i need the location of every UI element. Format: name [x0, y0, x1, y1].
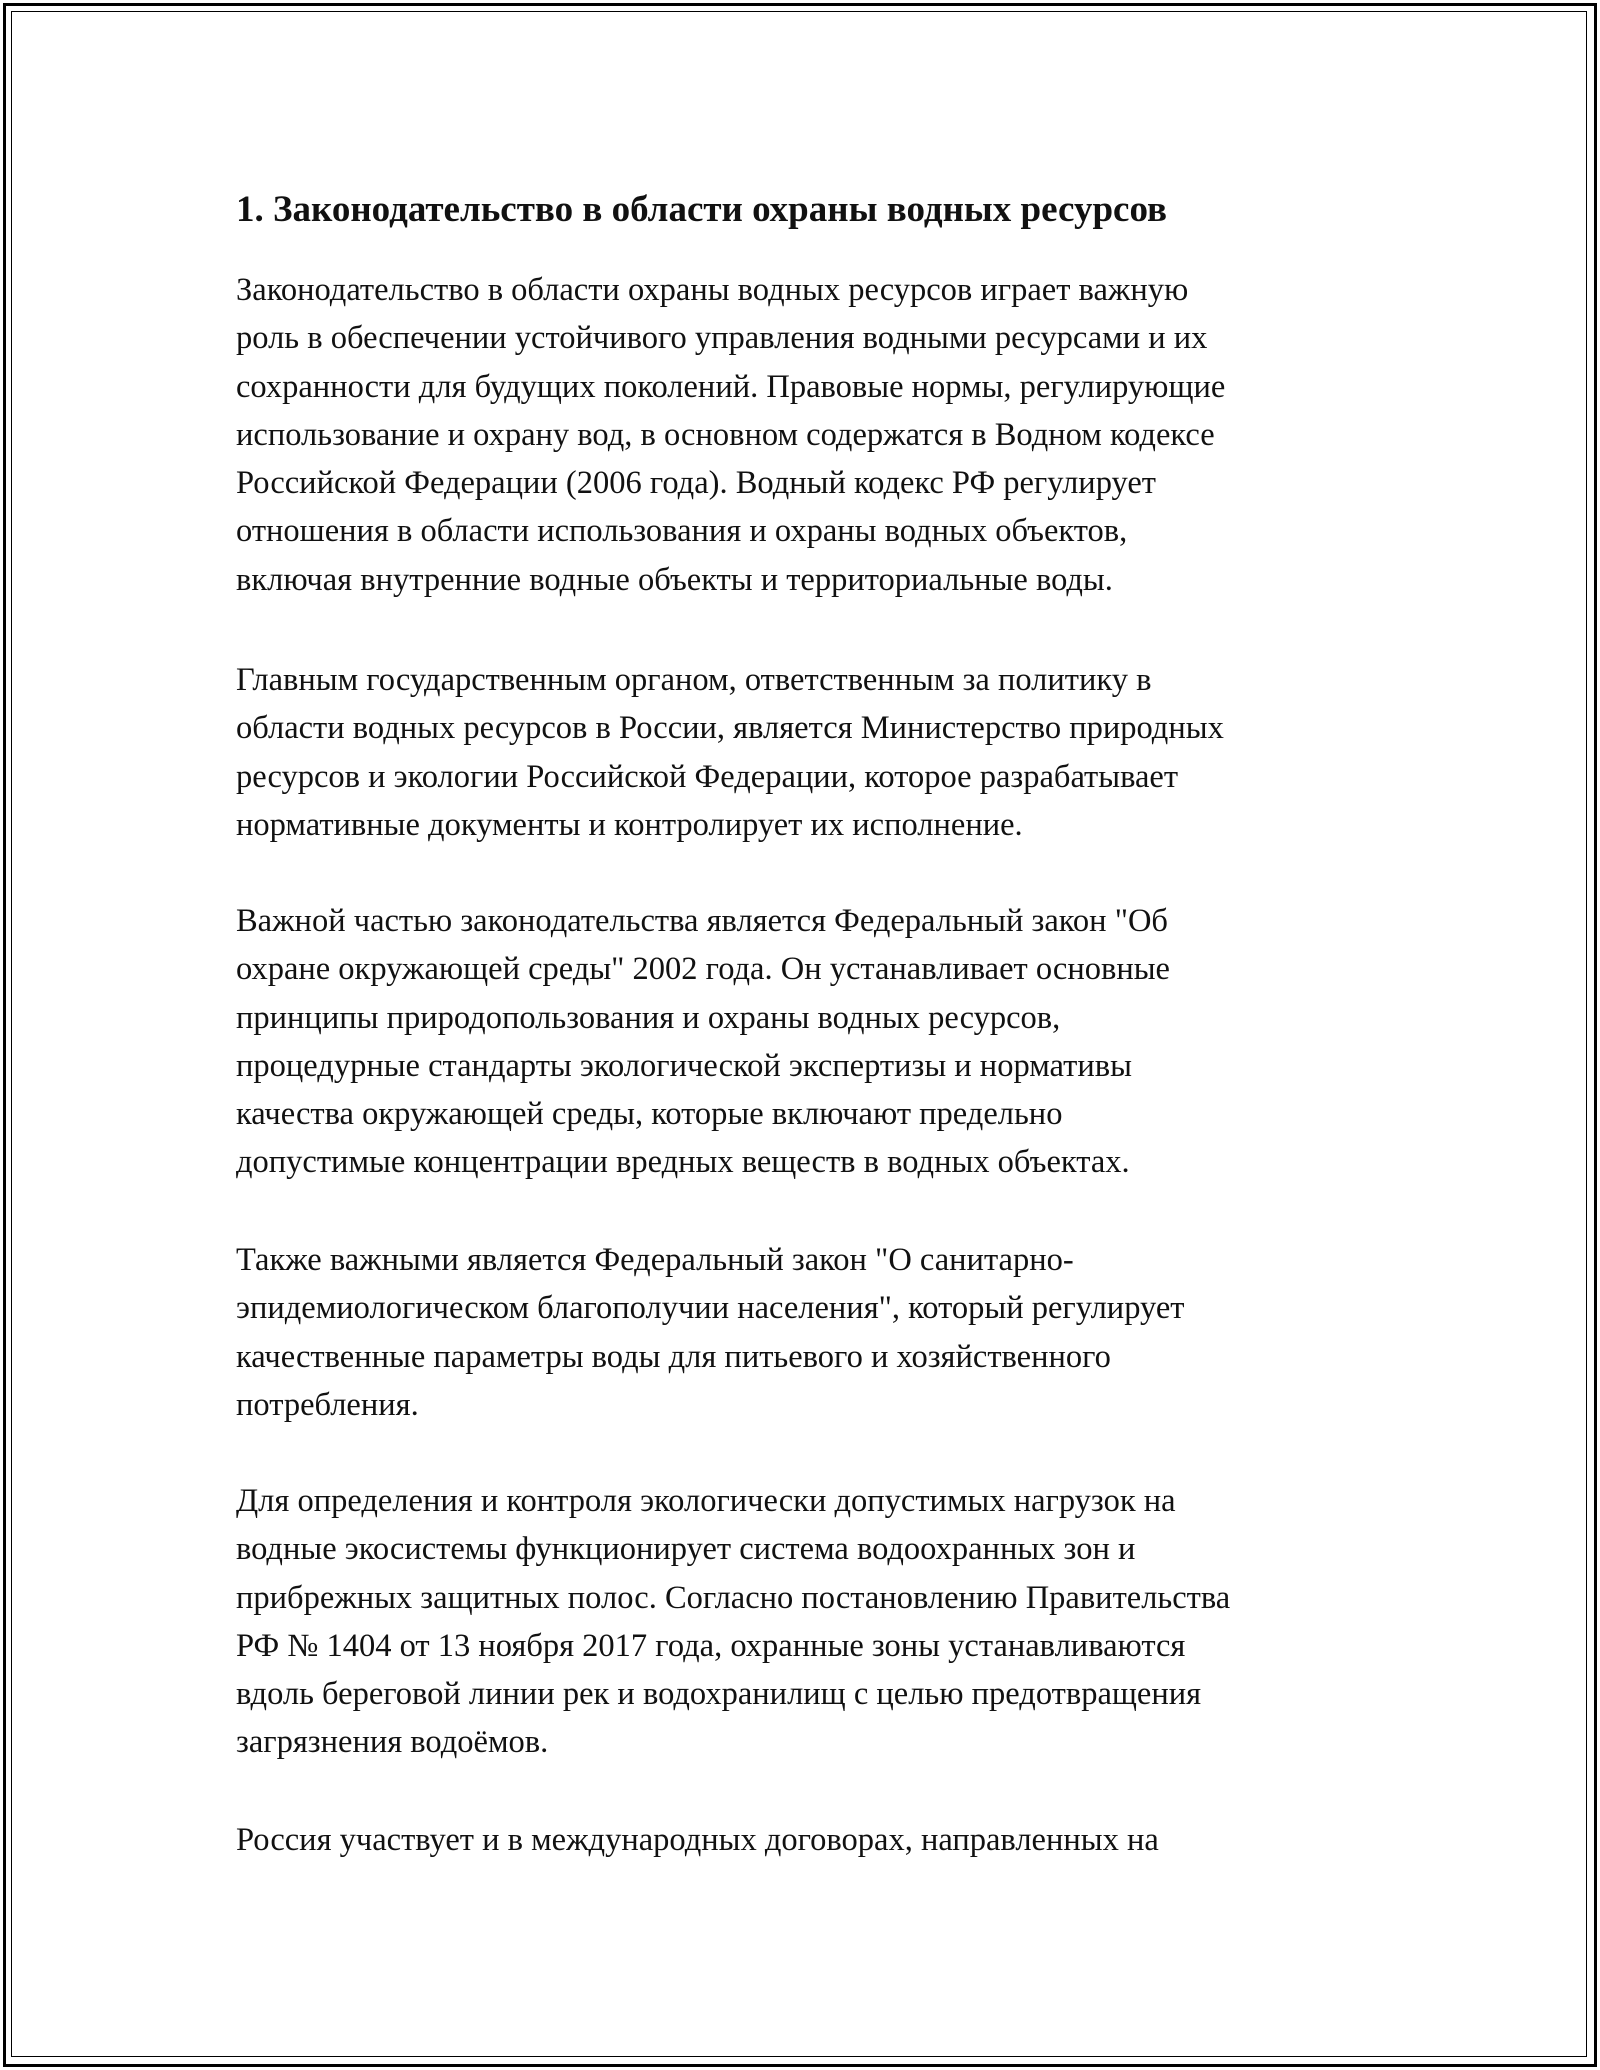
text-line: вдоль береговой линии рек и водохранилищ с целью предотвращения [236, 1676, 1202, 1713]
text-line: сохранности для будущих поколений. Правовые нормы, регулирующие [236, 368, 1226, 405]
text-line: качественные параметры воды для питьевого и хозяйственного [236, 1338, 1111, 1375]
text-line: охране окружающей среды" 2002 года. Он устанавливает основные [236, 951, 1170, 988]
text-line: Россия участвует и в международных договорах, направленных на [236, 1822, 1159, 1858]
text-line: области водных ресурсов в России, является Министерство природных [236, 710, 1224, 747]
text-line: Для определения и контроля экологически допустимых нагрузок на [236, 1483, 1176, 1519]
text-line: качества окружающей среды, которые включают предельно [236, 1096, 1063, 1133]
section-heading: 1. Законодательство в области охраны водных ресурсов [236, 189, 1167, 230]
text-line: Российской Федерации (2006 года). Водный кодекс РФ регулирует [236, 465, 1156, 502]
text-line: ресурсов и экологии Российской Федерации, которое разрабатывает [236, 758, 1179, 795]
text-line: прибрежных защитных полос. Согласно постановлению Правительства [236, 1579, 1231, 1616]
text-line: принципы природопользования и охраны водных ресурсов, [236, 999, 1061, 1036]
paragraph-ministry [236, 656, 1376, 849]
text-line: отношения в области использования и охраны водных объектов, [236, 513, 1128, 550]
text-line: Также важными является Федеральный закон "О санитарно- [236, 1242, 1074, 1278]
text-line: Законодательство в области охраны водных ресурсов играет важную [236, 272, 1189, 308]
text-line: потребления. [236, 1386, 419, 1423]
paragraph-protection-zones [236, 1477, 1376, 1767]
paragraph-sanitary-law [236, 1236, 1376, 1429]
paragraph-water-code [236, 266, 1376, 604]
text-line: Главным государственным органом, ответственным за политику в [236, 662, 1152, 698]
text-line: Важной частью законодательства является Федеральный закон "Об [236, 903, 1168, 939]
text-line: допустимые концентрации вредных веществ в водных объектах. [236, 1144, 1130, 1181]
text-line: использование и охрану вод, в основном содержатся в Водном кодексе [236, 416, 1215, 453]
paragraph-environment-law [236, 897, 1376, 1187]
text-line: включая внутренние водные объекты и территориальные воды. [236, 561, 1113, 598]
text-line: РФ № 1404 от 13 ноября 2017 года, охранные зоны устанавливаются [236, 1627, 1186, 1664]
text-line: роль в обеспечении устойчивого управления водными ресурсами и их [236, 320, 1208, 357]
text-line: нормативные документы и контролирует их исполнение. [236, 806, 1023, 843]
text-line: водные экосистемы функционирует система водоохранных зон и [236, 1531, 1136, 1568]
text-line: эпидемиологическом благополучии населения", который регулирует [236, 1290, 1185, 1327]
paragraph-international [236, 1816, 1376, 1864]
text-line: загрязнения водоёмов. [236, 1724, 549, 1761]
text-line: процедурные стандарты экологической экспертизы и нормативы [236, 1047, 1132, 1084]
